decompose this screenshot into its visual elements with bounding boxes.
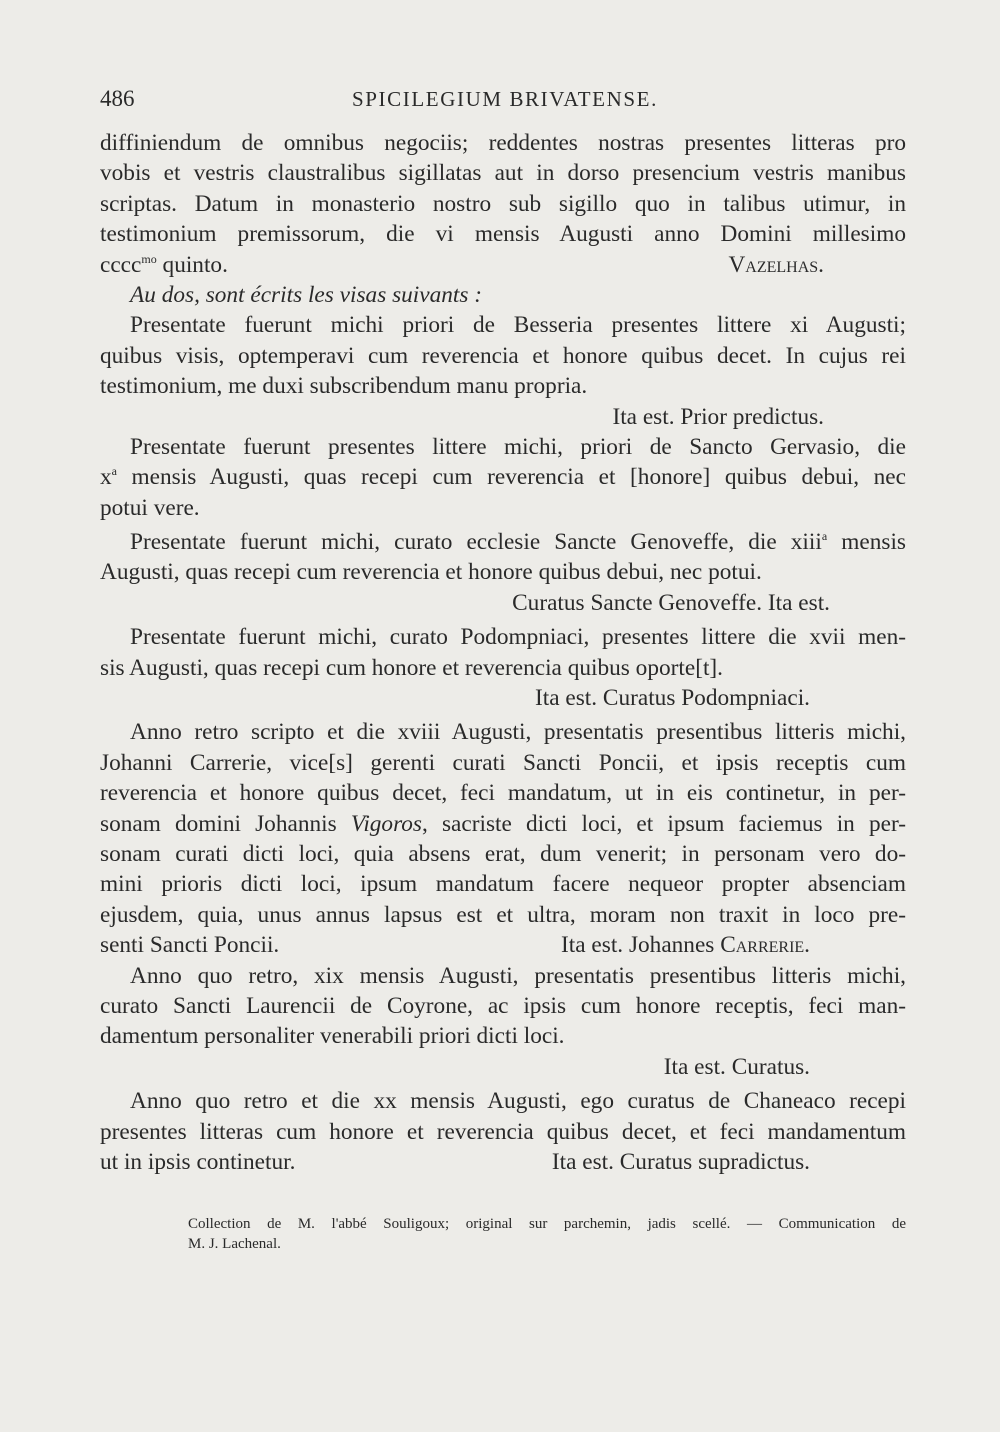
signature-line: Ita est. Curatus. <box>663 1053 810 1080</box>
text-line: ut in ipsis continetur. Ita est. Curatus supradictus. <box>100 1147 906 1177</box>
text-line: Johanni Carrerie, vice[s] gerenti curati Sancti Poncii, et ipsis receptis cum <box>100 749 906 776</box>
date-fragment: cccc$^{mo}$ quinto. <box>100 251 228 278</box>
text-line <box>100 250 906 280</box>
text-line: Anno quo retro, xix mensis Augusti, presentatis presentibus litteris michi, <box>130 962 906 989</box>
text-line: sonam curati dicti loci, quia absens erat, dum venerit; in personam vero do- <box>100 840 906 867</box>
text-line: scriptas. Datum in monasterio nostro sub sigillo quo in talibus utimur, in <box>100 190 906 217</box>
text-line: Augusti, quas recepi cum reverencia et honore quibus debui, nec potui. <box>100 559 762 586</box>
main-text <box>100 128 906 1177</box>
running-title: SPICILEGIUM BRIVATENSE. <box>352 87 658 111</box>
signature-line: Ita est. Curatus supradictus. <box>551 1148 810 1175</box>
footnote-line: M. J. Lachenal. <box>188 1236 281 1252</box>
text-line: Anno retro scripto et die xviii Augusti, presentatis presentibus litteris michi, <box>130 719 906 746</box>
signature-carrerie: Ita est. Johannes Carrerie. <box>561 932 810 959</box>
text-line: testimonium premissorum, die vi mensis Augusti anno Domini millesimo <box>100 221 906 248</box>
signature-vazelhas: Vazelhas. <box>728 251 824 278</box>
text-line: Presentate fuerunt presentes littere michi, priori de Sancto Gervasio, die <box>130 433 906 460</box>
text-line: Anno quo retro et die xx mensis Augusti, ego curatus de Chaneaco recepi <box>130 1088 906 1115</box>
footnote-line: Collection de M. l'abbé Souligoux; original sur parchemin, jadis scellé. — Communication de <box>188 1216 906 1232</box>
text-line: Presentate fuerunt michi priori de Besseria presentes littere xi Augusti; <box>130 312 906 339</box>
footnote <box>100 1214 906 1254</box>
text-line: testimonium, me duxi subscribendum manu propria. <box>100 373 588 400</box>
text-line: sis Augusti, quas recepi cum honore et reverencia quibus oporte[t]. <box>100 654 724 681</box>
text-line: Presentate fuerunt michi, curato ecclesie Sancte Genoveffe, die xiii$^a$ mensis <box>130 529 906 556</box>
text-line: quibus visis, optemperavi cum reverencia et honore quibus decet. In cujus rei <box>100 342 906 369</box>
text-line: potui vere. <box>100 494 200 521</box>
text-line: diffiniendum de omnibus negociis; reddentes nostras presentes litteras pro <box>100 130 906 156</box>
text-line: Presentate fuerunt michi, curato Podompniaci, presentes littere die xvii men- <box>130 624 906 651</box>
text-line: mini prioris dicti loci, ipsum mandatum facere nequeor propter absenciam <box>100 871 906 898</box>
text-line: sonam domini Johannis Vigoros, sacriste dicti loci, et ipsum faciemus in per- <box>100 810 906 837</box>
text-line: senti Sancti Poncii. Ita est. Johannes Carrerie. <box>100 930 906 960</box>
text-line: ejusdem, quia, unus annus lapsus est et ultra, moram non traxit in loco pre- <box>100 901 906 928</box>
section-note: Au dos, sont écrits les visas suivants : <box>130 281 483 308</box>
text-line: $x^a$ mensis Augusti, quas recepi cum reverencia et [honore] quibus debui, nec <box>100 464 906 491</box>
text-line: presentes litteras cum honore et reverencia quibus decet, et feci mandamentum <box>100 1118 906 1145</box>
text-line: vobis et vestris claustralibus sigillatas aut in dorso presencium vestris manibus <box>100 160 906 187</box>
text-line: damentum personaliter venerabili priori dicti loci. <box>100 1023 565 1050</box>
text-line: curato Sancti Laurencii de Coyrone, ac ipsis cum honore receptis, feci man- <box>100 992 906 1019</box>
text-line: reverencia et honore quibus decet, feci mandatum, ut in eis continetur, in per- <box>100 780 906 807</box>
signature-line: Ita est. Curatus Podompniaci. <box>535 685 810 712</box>
signature-line: Curatus Sancte Genoveffe. Ita est. <box>512 589 830 616</box>
page-number: 486 <box>100 86 135 111</box>
signature-line: Ita est. Prior predictus. <box>612 403 824 430</box>
running-head <box>100 86 906 116</box>
